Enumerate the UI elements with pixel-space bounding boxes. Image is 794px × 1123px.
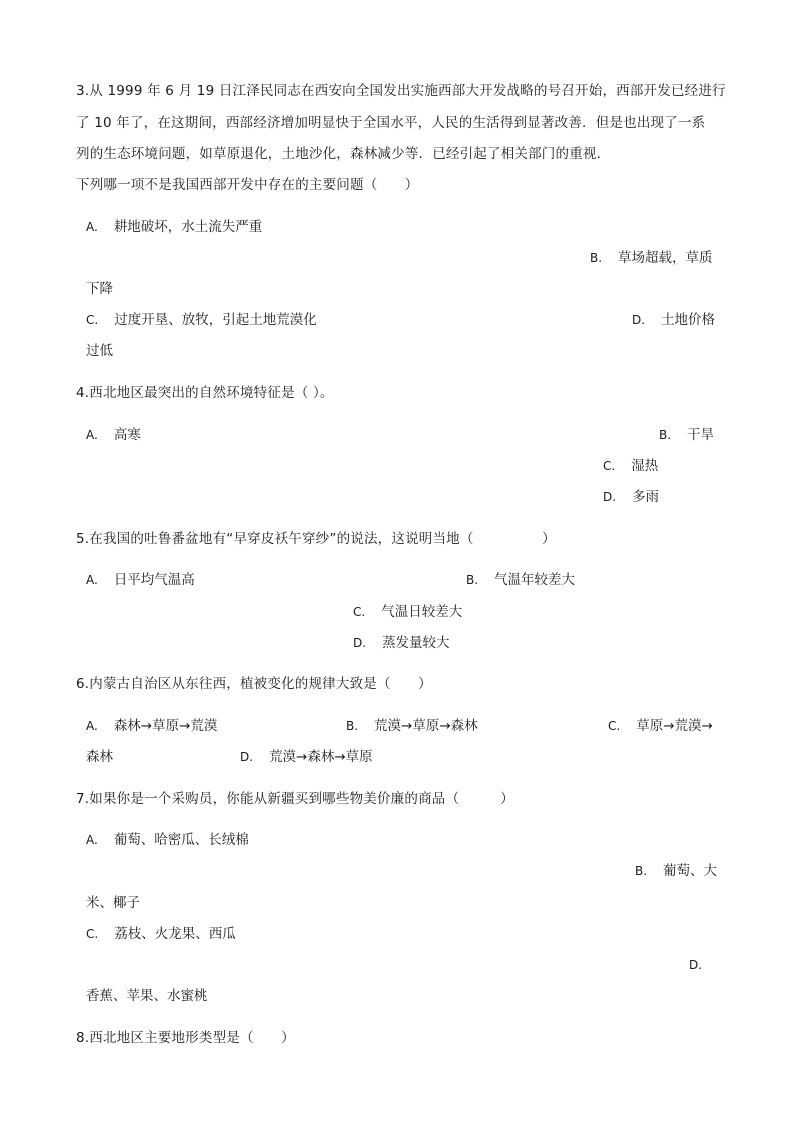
option-letter: B. xyxy=(590,251,603,265)
q6-option-d[interactable] xyxy=(240,748,373,766)
option-letter: A. xyxy=(86,719,98,733)
option-text: 草场超载，草质 xyxy=(618,250,713,266)
option-text: 湿热 xyxy=(631,458,659,474)
option-text: 气温日较差大 xyxy=(381,604,463,620)
option-text: 荒漠→森林→草原 xyxy=(269,749,373,765)
option-letter: D. xyxy=(689,958,703,972)
q6-option-c-continued: 森林 xyxy=(86,749,113,765)
q4-option-c[interactable] xyxy=(603,457,658,475)
q3-option-a[interactable] xyxy=(86,218,262,236)
option-text: 葡萄、哈密瓜、长绒棉 xyxy=(113,832,249,848)
q7-option-b-continued: 米、椰子 xyxy=(86,895,140,911)
q6-option-b[interactable] xyxy=(346,717,478,735)
q3-option-d[interactable] xyxy=(632,311,715,329)
option-text: 气温年较差大 xyxy=(494,572,576,588)
q7-option-c[interactable] xyxy=(86,925,236,943)
q4-option-a[interactable] xyxy=(86,426,141,444)
option-text: 蒸发量较大 xyxy=(382,635,450,651)
option-text: 土地价格 xyxy=(661,312,716,328)
q7-option-d-continued: 香蕉、苹果、水蜜桃 xyxy=(86,988,208,1004)
q6-stem: 6.内蒙古自治区从东往西，植被变化的规律大致是（ ） xyxy=(76,676,432,692)
option-letter: B. xyxy=(346,719,359,733)
option-letter: C. xyxy=(353,605,366,619)
q5-option-a[interactable] xyxy=(86,571,195,589)
option-text: 森林→草原→荒漠 xyxy=(113,718,218,734)
q5-option-c[interactable] xyxy=(353,603,462,621)
option-text: 草原→荒漠→ xyxy=(636,718,713,734)
option-letter: C. xyxy=(608,719,621,733)
option-letter: D. xyxy=(632,313,646,327)
q7-option-a[interactable] xyxy=(86,831,249,849)
q5-option-b[interactable] xyxy=(466,571,575,589)
option-text: 耕地破坏，水土流失严重 xyxy=(113,219,263,235)
option-letter: D. xyxy=(240,750,254,764)
option-text: 葡萄、大 xyxy=(663,863,718,879)
option-text: 荒漠→草原→森林 xyxy=(374,718,478,734)
option-letter: A. xyxy=(86,573,98,587)
q3-option-b[interactable] xyxy=(590,249,713,267)
q4-option-d[interactable] xyxy=(603,488,659,506)
option-letter: A. xyxy=(86,220,98,234)
q3-stem-line-4: 下列哪一项不是我国西部开发中存在的主要问题（ ） xyxy=(76,177,419,193)
option-text: 过度开垦、放牧，引起土地荒漠化 xyxy=(114,312,317,328)
option-letter: B. xyxy=(466,573,479,587)
q3-option-b-continued: 下降 xyxy=(86,281,113,297)
q4-stem: 4.西北地区最突出的自然环境特征是（ ）。 xyxy=(76,385,334,401)
q3-option-d-continued: 过低 xyxy=(86,343,113,359)
q7-option-b[interactable] xyxy=(635,862,717,880)
option-letter: A. xyxy=(86,833,98,847)
option-letter: C. xyxy=(86,927,99,941)
option-letter: A. xyxy=(86,428,98,442)
option-letter: C. xyxy=(603,459,616,473)
option-text: 荔枝、火龙果、西瓜 xyxy=(114,926,236,942)
q3-stem-line-1: 3.从 1999 年 6 月 19 日江泽民同志在西安向全国发出实施西部大开发战略的号召开始，西部开发已经进行 xyxy=(76,83,726,99)
q7-stem: 7.如果你是一个采购员，你能从新疆买到哪些物美价廉的商品（ ） xyxy=(76,791,514,807)
option-letter: D. xyxy=(603,490,617,504)
option-letter: C. xyxy=(86,313,99,327)
option-letter: B. xyxy=(635,864,648,878)
q8-stem: 8.西北地区主要地形类型是（ ） xyxy=(76,1030,295,1046)
option-text: 高寒 xyxy=(113,427,141,443)
q6-option-a[interactable] xyxy=(86,717,217,735)
q5-option-d[interactable] xyxy=(353,634,450,652)
q3-stem-line-2: 了 10 年了，在这期间，西部经济增加明显快于全国水平，人民的生活得到显著改善．但是也出现了一系 xyxy=(76,115,706,131)
option-text: 日平均气温高 xyxy=(113,572,195,588)
q3-option-c[interactable] xyxy=(86,311,317,329)
q7-option-d[interactable] xyxy=(689,956,718,974)
q3-stem-line-3: 列的生态环境问题，如草原退化，土地沙化，森林减少等．已经引起了相关部门的重视． xyxy=(76,146,611,162)
option-letter: D. xyxy=(353,636,367,650)
q6-option-c[interactable] xyxy=(608,717,713,735)
q5-stem: 5.在我国的吐鲁番盆地有“早穿皮袄午穿纱”的说法，这说明当地（ ） xyxy=(76,531,556,547)
option-text: 干旱 xyxy=(687,427,715,443)
option-text: 多雨 xyxy=(632,489,660,505)
option-letter: B. xyxy=(659,428,672,442)
q4-option-b[interactable] xyxy=(659,426,714,444)
